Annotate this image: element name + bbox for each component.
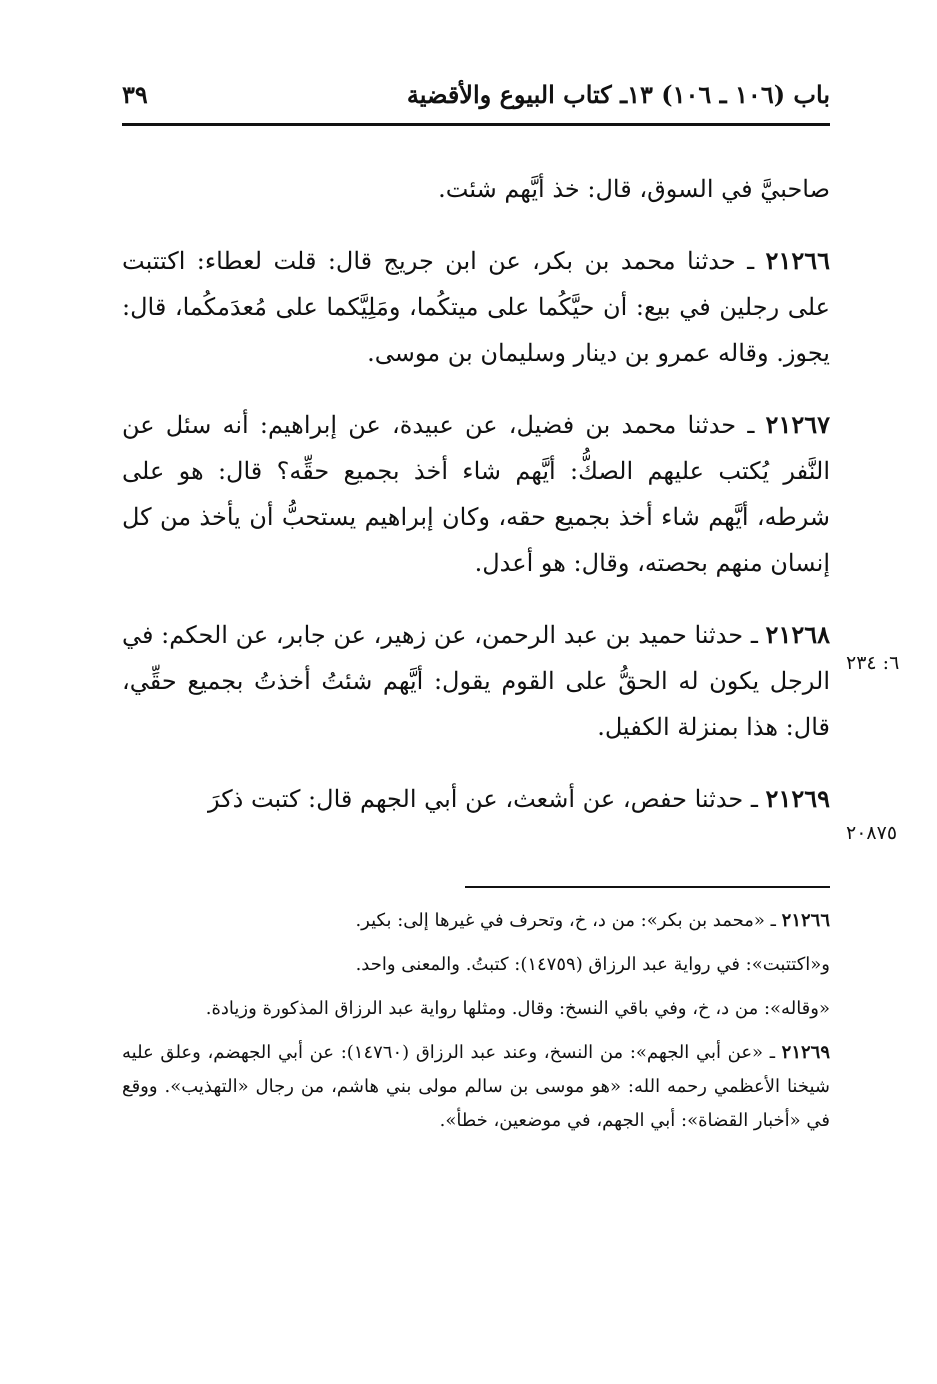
footnote bbox=[122, 1036, 830, 1138]
margin-reference: ٢٠٨٧٥ bbox=[846, 822, 898, 844]
hadith-number: ٢١٢٦٨ bbox=[765, 620, 830, 649]
hadith-21268 bbox=[122, 612, 830, 750]
header-rule bbox=[122, 123, 830, 126]
footnote bbox=[122, 904, 830, 938]
hadith-text: ـ حدثنا حميد بن عبد الرحمن، عن زهير، عن جابر، عن الحكم: في الرجل يكون له الحقُّ على القوم يقول: أيَّهم شئتُ أخذتُ بجميع حقِّي، قال: هذا بمنزلة الكفيل. bbox=[122, 621, 831, 741]
footnote: «وقاله»: من د، خ، وفي باقي النسخ: وقال. ومثلها رواية عبد الرزاق المذكورة وزيادة. bbox=[205, 998, 830, 1019]
hadith-21267 bbox=[122, 402, 830, 586]
margin-reference: ٦: ٢٣٤ bbox=[846, 652, 900, 674]
page-number: ٣٩ bbox=[122, 80, 148, 109]
header-title: باب (١٠٦ ـ ١٠٦) ١٣ـ كتاب البيوع والأقضية bbox=[406, 80, 830, 109]
footnote-text: ـ «عن أبي الجهم»: من النسخ، وعند عبد الرزاق (١٤٧٦٠): عن أبي الجهضم، وعلق عليه شيخنا الأعظمي رحمه الله: «هو موسى بن سالم مولى بني هاشم، من رجال «التهذيب». ووقع في «أخبار القضاة»: أبي الجهم، في موضعين، خطأ». bbox=[122, 1042, 830, 1131]
footnote: و«اكتتبت»: في رواية عبد الرزاق (١٤٧٥٩): كتبتُ. والمعنى واحد. bbox=[355, 954, 830, 975]
footnote-separator bbox=[465, 886, 830, 888]
footnote-number: ٢١٢٦٩ bbox=[781, 1042, 830, 1063]
hadith-21269 bbox=[122, 776, 830, 822]
running-header bbox=[122, 80, 830, 120]
footnote-number: ٢١٢٦٦ bbox=[781, 910, 830, 931]
hadith-text: ـ حدثنا محمد بن بكر، عن ابن جريج قال: قلت لعطاء: اكتتبت على رجلين في بيع: أن حيَّكُما على ميتكُما، ومَلِيَّكما على مُعدَمكُما، قال: يجوز. وقاله عمرو بن دينار وسليمان بن موسى. bbox=[122, 247, 830, 367]
paragraph-continuation: صاحبيَّ في السوق، قال: خذ أيَّهم شئت. bbox=[438, 175, 830, 203]
hadith-number: ٢١٢٦٩ bbox=[765, 784, 830, 813]
hadith-number: ٢١٢٦٦ bbox=[765, 246, 830, 275]
hadith-text: ـ حدثنا حفص، عن أشعث، عن أبي الجهم قال: كتبت ذكرَ bbox=[207, 785, 766, 813]
hadith-number: ٢١٢٦٧ bbox=[765, 410, 830, 439]
hadith-text: ـ حدثنا محمد بن فضيل، عن عبيدة، عن إبراهيم: أنه سئل عن النَّفر يُكتب عليهم الصكُّ: أيَّهم شاء أخذ بجميع حقِّه؟ قال: هو على شرطه، أيَّهم شاء أخذ بجميع حقه، وكان إبراهيم يستحبُّ أن يأخذ من كل إنسان منهم بحصته، وقال: هو أعدل. bbox=[122, 411, 830, 577]
main-text bbox=[122, 166, 830, 822]
footnotes bbox=[122, 904, 830, 1148]
hadith-21266 bbox=[122, 238, 830, 376]
footnote-text: ـ «محمد بن بكر»: من د، خ، وتحرف في غيرها إلى: بكير. bbox=[355, 910, 782, 931]
